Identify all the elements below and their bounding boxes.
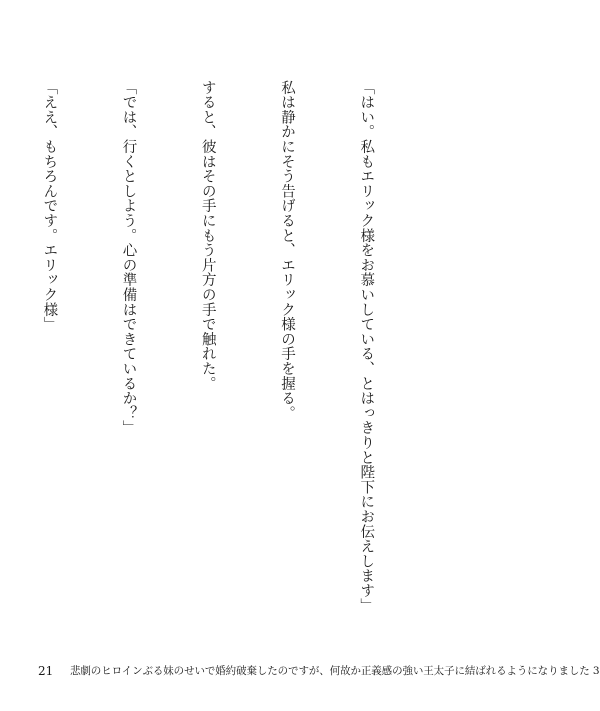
main-text bbox=[0, 80, 432, 640]
text-line: 私は静かにそう告げると、エリック様の手を握る。 bbox=[278, 80, 295, 421]
text-line: 「では、行くとしよう。心の準備はできているか？」 bbox=[120, 80, 137, 436]
text-line: すると、彼はその手にもう片方の手で触れた。 bbox=[199, 80, 216, 391]
page-number: 21 bbox=[38, 664, 54, 678]
text-line: 「はい。私もエリック様をお慕いしている、とはっきりと陛下にお伝えします」 bbox=[358, 80, 375, 613]
running-title: 悲劇のヒロインぶる妹のせいで婚約破棄したのですが、何故か正義感の強い王太子に結ばれるようになりました 3 bbox=[70, 665, 600, 677]
text-line: 「ええ、もちろんです。エリック様」 bbox=[41, 80, 58, 332]
page-footer bbox=[38, 662, 600, 680]
